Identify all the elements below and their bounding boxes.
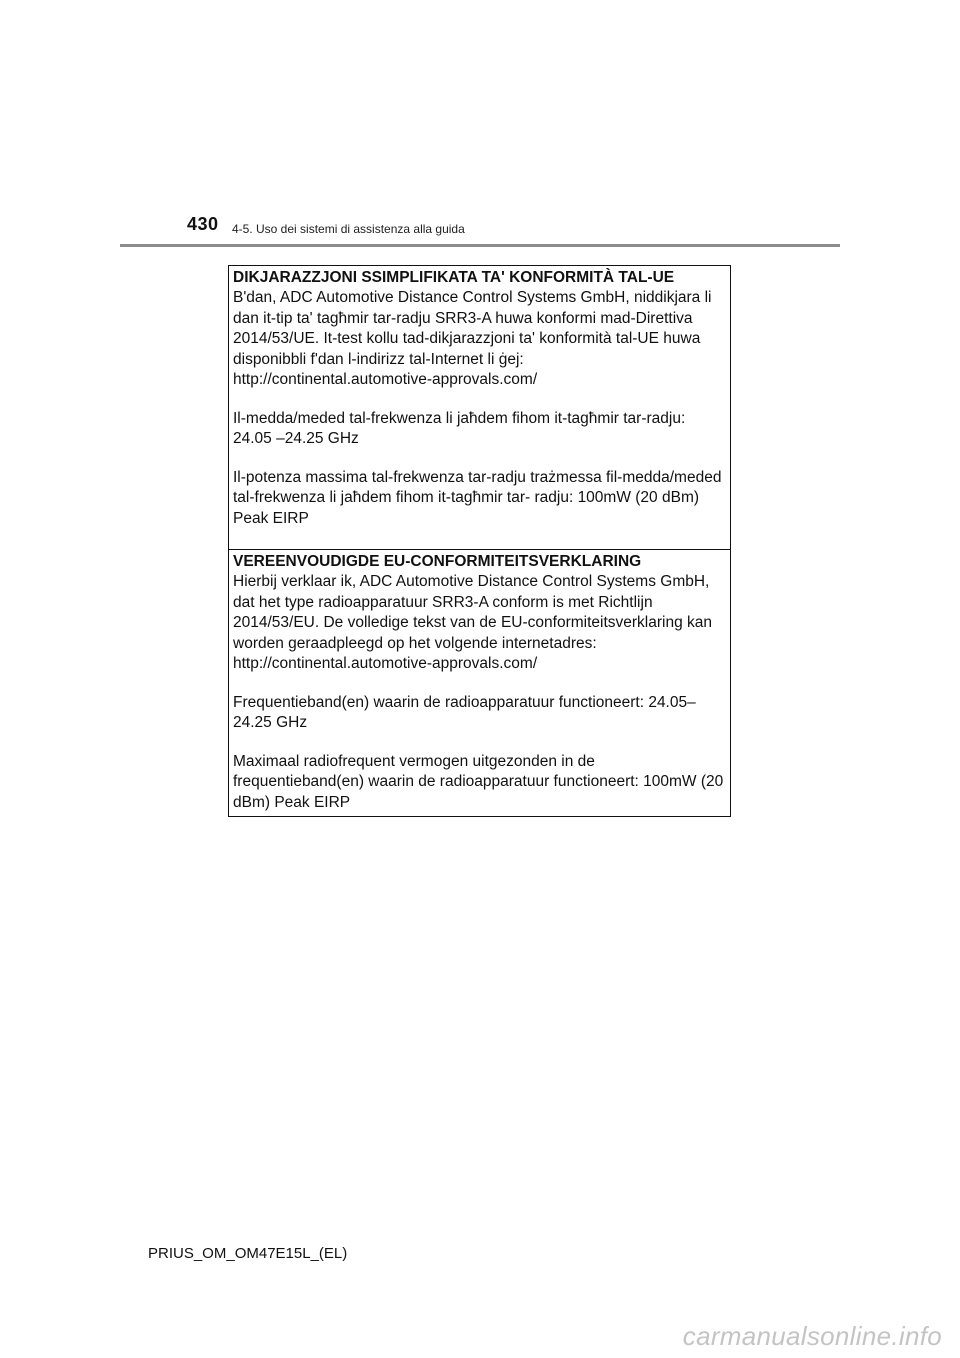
header-divider bbox=[120, 244, 840, 247]
max-power-maltese: Il-potenza massima tal-frekwenza tar-radju trażmessa fil-medda/meded tal-frekwenza li jaħdem fihom it-tagħmir tar- radju: 100mW (20 dBm) Peak EIRP bbox=[233, 468, 722, 527]
max-power-dutch: Maximaal radiofrequent vermogen uitgezonden in de frequentieband(en) waarin de radioapparatuur functioneert: 100mW (20 dBm) Peak EIRP bbox=[233, 752, 724, 811]
frequency-band-dutch: Frequentieband(en) waarin de radioapparatuur functioneert: 24.05–24.25 GHz bbox=[233, 693, 696, 731]
declaration-table bbox=[228, 265, 731, 817]
declaration-body-maltese: B'dan, ADC Automotive Distance Control Systems GmbH, niddikjara li dan it-tip ta' tagħmir tar-radju SRR3-A huwa konformi mad-Direttiva 2014/53/UE. It-test kollu tad-dikjarazzjoni ta' konformità tal-UE huwa disponibbli f'dan l-indirizz tal-Internet li ġej: http://continental.automotive-approvals.com/ bbox=[233, 289, 712, 388]
page-number: 430 bbox=[187, 214, 219, 234]
document-id: PRIUS_OM_OM47E15L_(EL) bbox=[148, 1245, 348, 1262]
section-title: 4-5. Uso dei sistemi di assistenza alla guida bbox=[232, 222, 465, 236]
watermark-text: carmanualsonline.info bbox=[682, 1321, 942, 1351]
declaration-body-dutch: Hierbij verklaar ik, ADC Automotive Distance Control Systems GmbH, dat het type radioapparatuur SRR3-A conform is met Richtlijn 2014/53/EU. De volledige tekst van de EU-conformiteitsverklaring kan worden geraadpleegd op het volgende internetadres: http://continental.automotive-approvals.com/ bbox=[233, 573, 713, 672]
declaration-heading-dutch: VEREENVOUDIGDE EU-CONFORMITEITSVERKLARING bbox=[233, 553, 642, 570]
declaration-cell-maltese bbox=[229, 266, 730, 549]
declaration-heading-maltese: DIKJARAZZJONI SSIMPLIFIKATA TA' KONFORMITÀ TAL-UE bbox=[233, 269, 675, 286]
frequency-band-maltese: Il-medda/meded tal-frekwenza li jaħdem fihom it-tagħmir tar-radju: 24.05 –24.25 GHz bbox=[233, 409, 686, 447]
declaration-cell-dutch bbox=[229, 549, 730, 816]
